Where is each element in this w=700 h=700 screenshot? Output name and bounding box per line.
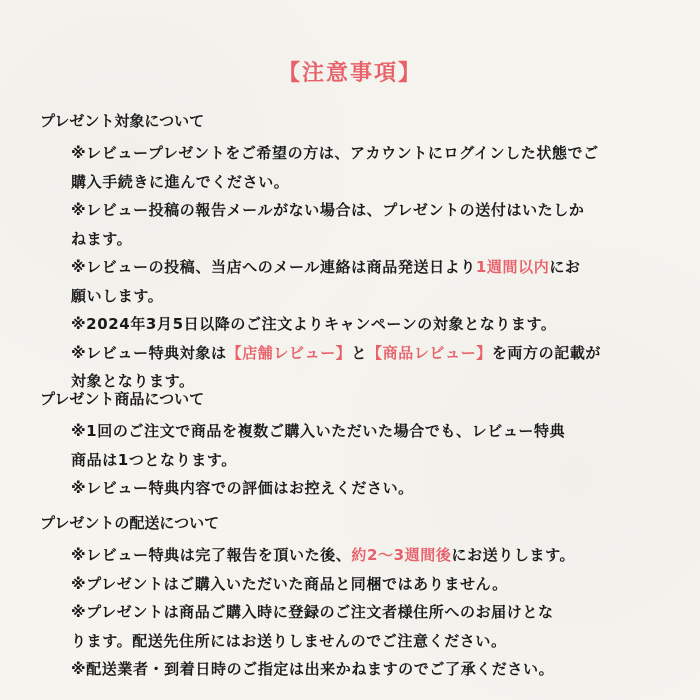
notice-line [71,630,507,651]
notice-line [71,256,581,277]
section-heading: プレゼント対象について [40,112,205,130]
line-text: 商品は1つとなります。 [71,450,237,469]
highlight-text: 1週間以内 [475,258,550,276]
line-text: 購入手続きに進んでください。 [71,172,290,191]
title-text: 注意事項 [301,61,398,86]
line-text: にお [549,258,581,276]
notice-line [71,658,554,679]
line-text: ※1回のご注文で商品を複数ご購入いただいた場合でも、レビュー特典 [71,422,566,440]
notice-line [71,573,508,594]
line-text: ※レビュー特典対象は [71,343,227,362]
notice-line [71,449,237,470]
notice-line [71,142,599,163]
notice-line [71,477,414,498]
line-text: ※プレゼントはご購入いただいた商品と同梱ではありません。 [71,574,508,593]
notice-line [71,285,163,306]
line-text: ※レビュープレゼントをご希望の方は、アカウントにログインした状態でご [71,144,599,162]
section-heading: プレゼントの配送について [40,514,220,532]
notice-line [71,228,132,249]
line-text: ※レビュー特典内容での評価はお控えください。 [71,479,414,497]
title-close-bracket: 】 [398,61,423,86]
notice-line [71,601,554,622]
line-text: を両方の記載が [491,343,602,362]
notice-line [71,342,601,363]
notice-line [71,199,585,220]
line-text: ※レビュー投稿の報告メールがない場合は、プレゼントの送付はいたしか [71,201,585,219]
highlight-text: 【商品レビュー】 [367,343,492,362]
page-title [0,56,700,87]
notice-line [71,420,565,441]
title-open-bracket: 【 [277,61,302,86]
highlight-text: 【店舗レビュー】 [226,343,352,362]
line-text: ※配送業者・到着日時のご指定は出来かねますのでご了承ください。 [71,660,555,678]
line-text: 願いします。 [71,286,164,305]
line-text: ※プレゼントは商品ご購入時に登録のご注文者様住所へのお届けとな [71,603,554,621]
line-text: ねます。 [71,229,133,248]
notice-line [71,544,575,565]
line-text: ※レビュー特典は完了報告を頂いた後、 [71,546,352,564]
line-text: と [351,343,368,362]
line-text: ※レビューの投稿、当店へのメール連絡は商品発送日より [71,258,476,276]
section-heading: プレゼント商品について [40,390,205,408]
line-text: ります。配送先住所にはお送りしませんのでご注意ください。 [71,631,507,650]
notice-line [71,171,289,192]
highlight-text: 約2～3週間後 [351,546,452,564]
line-text: にお送りします。 [451,546,576,564]
notice-line [71,313,557,334]
line-text: 対象となります。 [71,372,195,390]
line-text: ※2024年3月5日以降のご注文よりキャンペーンの対象となります。 [71,315,557,333]
